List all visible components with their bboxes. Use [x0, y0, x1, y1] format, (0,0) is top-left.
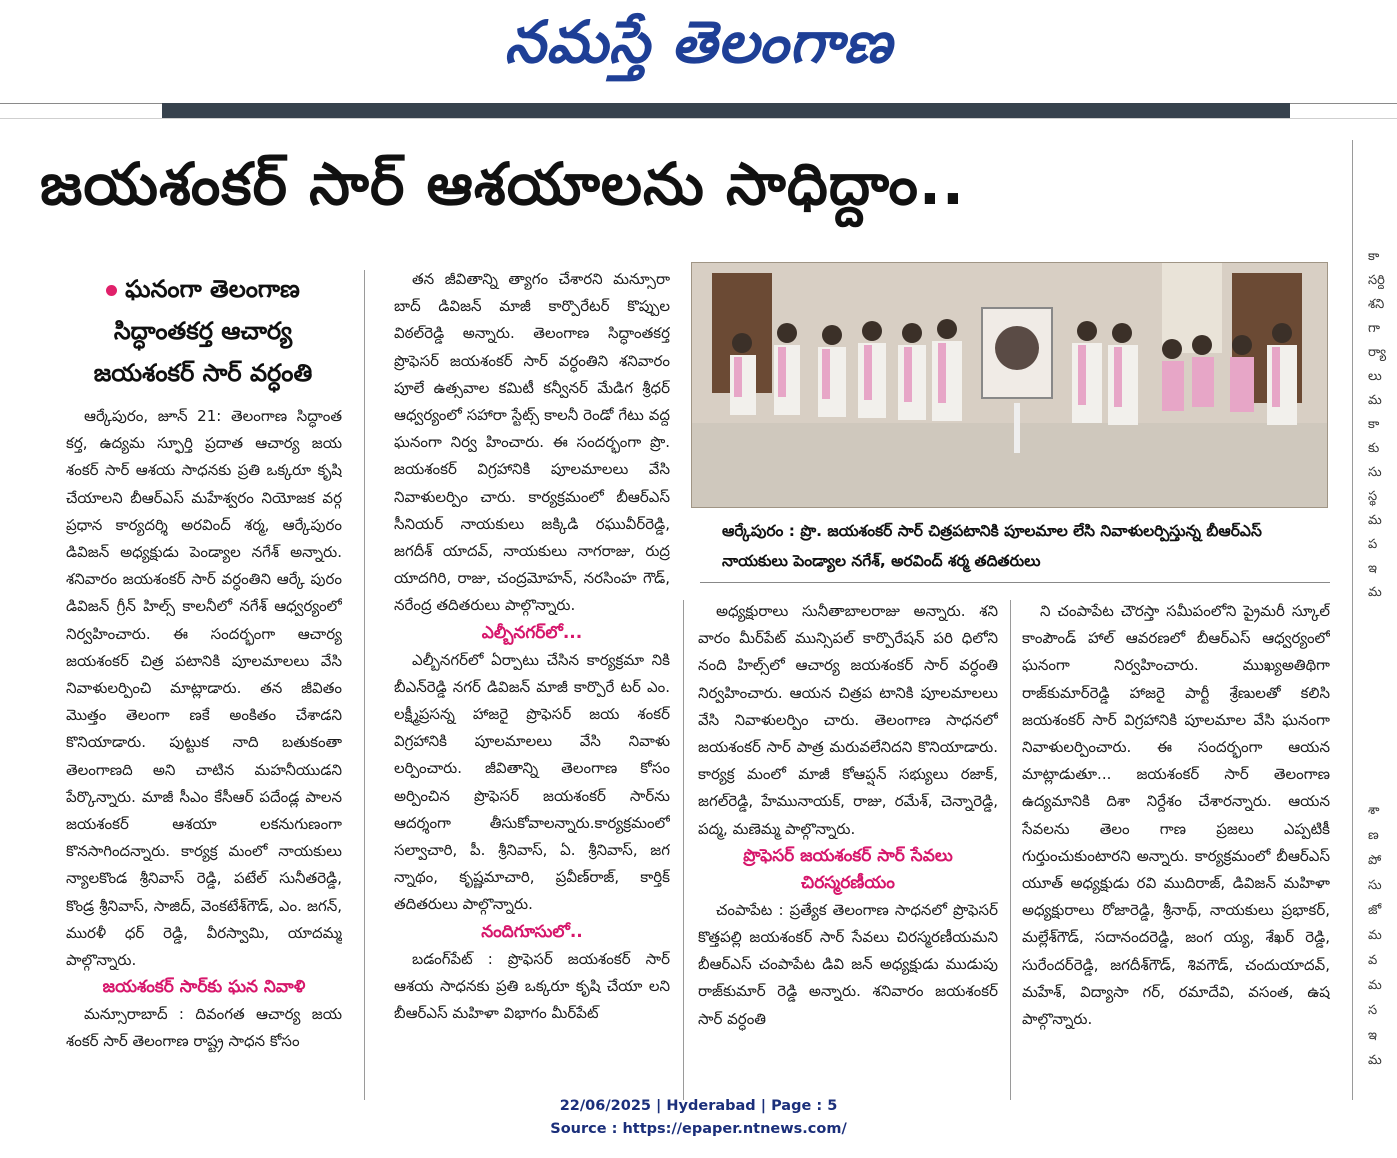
article-column-3: అధ్యక్షురాలు సునీతాబాలరాజు అన్నారు. శని వారం మీర్‌పేట్ మున్సిపల్ కార్పొరేషన్ పరి ధిలోని నంది హిల్స్‌లో ఆచార్య జయశంకర్ సార్ వర్ధంతి నిర్వహించారు. ఆయన చిత్రప టానికి పూలమాలలు వేసి నివాళులర్పిం చారు. తెలంగాణ సాధనలో జయశంకర్ సార్ పాత్ర మరువలేనిదని కొనియాడారు. కార్యక్ర మంలో మాజీ కోఆప్షన్ సభ్యులు రజాక్, జగల్‌రెడ్డి, హేమునాయక్, రాజు, రమేశ్, చెన్నారెడ్డి, పద్మ, మణెమ్మ పాల్గొన్నారు. ప్రొఫెసర్ జయశంకర్ సార్ సేవలు చిరస్మరణీయం చంపాపేట : ప్రత్యేక తెలంగాణ సాధనలో ప్రొఫెసర్ కొత్తపల్లి జయశంకర్ సార్ సేవలు చిరస్మరణీయమని బీఆర్ఎస్ చంపాపేట డివి జన్ అధ్యక్షుడు ముడుపు రాజ్‌కుమార్ రెడ్డి అన్నారు. శనివారం జయశంకర్ సార్ వర్ధంతి [698, 602, 998, 1028]
section-heading: చిరస్మరణీయం [801, 872, 895, 893]
photo-caption: ఆర్కేపురం : ప్రొ. జయశంకర్ సార్ చిత్రపటానికి పూలమాల లేసి నివాళులర్పిస్తున్న బీఆర్ఎస్ నాయకులు పెండ్యాల నగేశ్, అరవింద్ శర్మ తదితరులు [722, 522, 1262, 570]
column-divider-1 [364, 270, 365, 1100]
adjacent-article-fragment-lower: శా ణ పో సు జో మ వ మ స ఇ మ [1368, 803, 1382, 1068]
adjacent-article-fragment: కా సర్ది శని గా ర్యా లు మ కా కు సు స్థ మ ప ఇ మ [1368, 249, 1387, 600]
bullet-dot-icon [106, 285, 117, 296]
masthead [0, 0, 1397, 100]
group-photo-illustration [692, 263, 1328, 508]
column-divider-2 [683, 600, 684, 1100]
article-subhead: ఘనంగా తెలంగాణ సిద్ధాంతకర్త ఆచార్య జయశంకర్ సార్ వర్ధంతి [93, 275, 313, 387]
right-edge-divider [1352, 140, 1353, 1100]
page-footer [0, 1095, 1397, 1141]
edition-info: 22/06/2025 | Hyderabad | Page : 5 [559, 1098, 838, 1114]
newspaper-logo: నమస్తే తెలంగాణ [504, 8, 893, 76]
section-heading: ప్రొఫెసర్ జయశంకర్ సార్ సేవలు [743, 845, 953, 866]
article-column-4: ని చంపాపేట చౌరస్తా సమీపంలోని ప్రైమరీ స్కూల్ కాంపౌండ్ హాల్ ఆవరణలో బీఆర్ఎస్ ఆధ్వర్యంలో ఘనంగా నిర్వహించారు. ముఖ్యఅతిథిగా రాజ్‌కుమార్‌రెడ్డి హాజరై పార్టీ శ్రేణులతో కలిసి జయశంకర్ సార్ విగ్రహానికి పూలమాల వేసి ఘనంగా నివాళులర్పించారు. ఈ సందర్భంగా ఆయన మాట్లాడుతూ... జయశంకర్ సార్ తెలంగాణ ఉద్యమానికి దిశా నిర్దేశం చేశారన్నారు. ఆయన సేవలను తెలం గాణ ప్రజలు ఎప్పటికీ గుర్తుంచుకుంటారని అన్నారు. కార్యక్రమంలో బీఆర్ఎస్ యూత్ అధ్యక్షుడు రవి ముదిరాజ్, డివిజన్ మహిళా అధ్యక్షురాలు రోజారెడ్డి, శ్రీనాథ్, నాయకులు ప్రభాకర్, మల్లేశ్‌గౌడ్, సదానందరెడ్డి, జంగ య్య, శేఖర్ రెడ్డి, సురేందర్‌రెడ్డి, జగదీశ్‌గౌడ్, శివగౌడ్, చందుయాదవ్, మహేశ్, విద్యాసా గర్, రమాదేవి, వసంత, ఉష పాల్గొన్నారు. [1022, 602, 1330, 1029]
article-headline: జయశంకర్ సార్ ఆశయాలను సాధిద్దాం.. [40, 150, 965, 218]
article-column-2: తన జీవితాన్ని త్యాగం చేశారని మన్సూరా బాద్ డివిజన్ మాజీ కార్పొరేటర్ కొప్పుల విఠల్‌రెడ్డి అన్నారు. తెలంగాణ సిద్ధాంతకర్త ప్రొఫెసర్ జయశంకర్ సార్ వర్ధంతిని శనివారం పూలే ఉత్సవాల కమిటీ కన్వీనర్ మేడిగ శ్రీధర్ ఆధ్వర్యంలో సహారా స్టేట్స్ కాలనీ రెండో గేటు వద్ద ఘనంగా నిర్వ హించారు. ఈ సందర్భంగా ప్రొ. జయశంకర్ విగ్రహానికి పూలమాలలు వేసి నివాళులర్పిం చారు. కార్యక్రమంలో బీఆర్ఎస్ సీనియర్ నాయకులు జక్కిడి రఘువీర్‌రెడ్డి, జగదీశ్ యాదవ్, నాయకులు నాగరాజు, రుద్ర యాదగిరి, రాజు, చంద్రమోహన్, నరసింహ గౌడ్, నరేంద్ర తదితరులు పాల్గొన్నారు. ఎల్బీనగర్‌లో... ఎల్బీనగర్‌లో ఏర్పాటు చేసిన కార్యక్రమా నికి బీఎన్‌రెడ్డి నగర్ డివిజన్ మాజీ కార్పొరే టర్ ఎం. లక్ష్మీప్రసన్న హాజరై ప్రొఫెసర్ జయ శంకర్ విగ్రహానికి పూలమాలలు వేసి నివాళు లర్పించారు. జీవితాన్ని తెలంగాణ కోసం అర్పించిన ప్రొఫెసర్ జయశంకర్ సార్‌ను ఆదర్శంగా తీసుకోవాలన్నారు.కార్యక్రమంలో సల్వాచారి, పీ. శ్రీనివాస్, ఏ. శ్రీనివాస్, జగ న్నాథం, కృష్ణమాచారి, ప్రవీణ్‌రాజ్, కార్తిక్ తదితరులు పాల్గొన్నారు. నందిగూసులో.. బడంగ్‌పేట్ : ప్రొఫెసర్ జయశంకర్ సార్ ఆశయ సాధనకు ప్రతి ఒక్కరూ కృషి చేయా లని బీఆర్ఎస్ మహిళా విభాగం మీర్‌పేట్ [394, 270, 670, 1023]
section-heading: జయశంకర్ సార్‌కు ఘన నివాళి [102, 977, 306, 998]
source-link[interactable]: Source : https://epaper.ntnews.com/ [550, 1121, 847, 1137]
caption-rule [700, 582, 1330, 583]
section-heading: నందిగూసులో.. [481, 921, 583, 942]
article-column-1: ఆర్కేపురం, జూన్ 21: తెలంగాణ సిద్ధాంత కర్త, ఉద్యమ స్ఫూర్తి ప్రదాత ఆచార్య జయ శంకర్ సార్ ఆశయ సాధనకు ప్రతి ఒక్కరూ కృషి చేయాలని బీఆర్ఎస్ మహేశ్వరం నియోజక వర్గ ప్రధాన కార్యదర్శి అరవింద్ శర్మ, ఆర్కేపురం డివిజన్ అధ్యక్షుడు పెండ్యాల నగేశ్ అన్నారు. శనివారం జయశంకర్ సార్ వర్ధంతిని ఆర్కే పురం డివిజన్ గ్రీన్ హిల్స్ కాలనీలో నగేశ్ ఆధ్వర్యంలో నిర్వహించారు. ఈ సందర్భంగా ఆచార్య జయశంకర్ చిత్ర పటానికి పూలమాలలు వేసి నివాళులర్పించి మాట్లాడారు. తన జీవితం మొత్తం తెలంగా ణకే అంకితం చేశాడని కొనియాడారు. పుట్టుక నాది బతుకంతా తెలంగాణది అని చాటిన మహనీయుడని పేర్కొన్నారు. మాజీ సీఎం కేసీఆర్ పదేండ్ల పాలన జయశంకర్ ఆశయా లకనుగుణంగా కొనసాగిందన్నారు. కార్యక్ర మంలో నాయకులు న్యాలకొండ శ్రీనివాస్ రెడ్డి, పటేల్ సునీతరెడ్డి, కొండ్ర శ్రీనివాస్, సాజిద్, వెంకటేశ్‌గౌడ్, ఎం. జగన్, మురళీ ధర్ రెడ్డి, వీరస్వామి, యాదమ్మ పాల్గొన్నారు. జయశంకర్ సార్‌కు ఘన నివాళి మన్సూరాబాద్ : దివంగత ఆచార్య జయ శంకర్ సార్ తెలంగాణ రాష్ట్ర సాధన కోసం [66, 407, 342, 1051]
section-heading: ఎల్బీనగర్‌లో... [481, 622, 583, 643]
masthead-underline [0, 118, 1397, 119]
masthead-bar [162, 103, 1290, 119]
article-photo [691, 262, 1328, 508]
column-divider-3 [1010, 600, 1011, 1100]
